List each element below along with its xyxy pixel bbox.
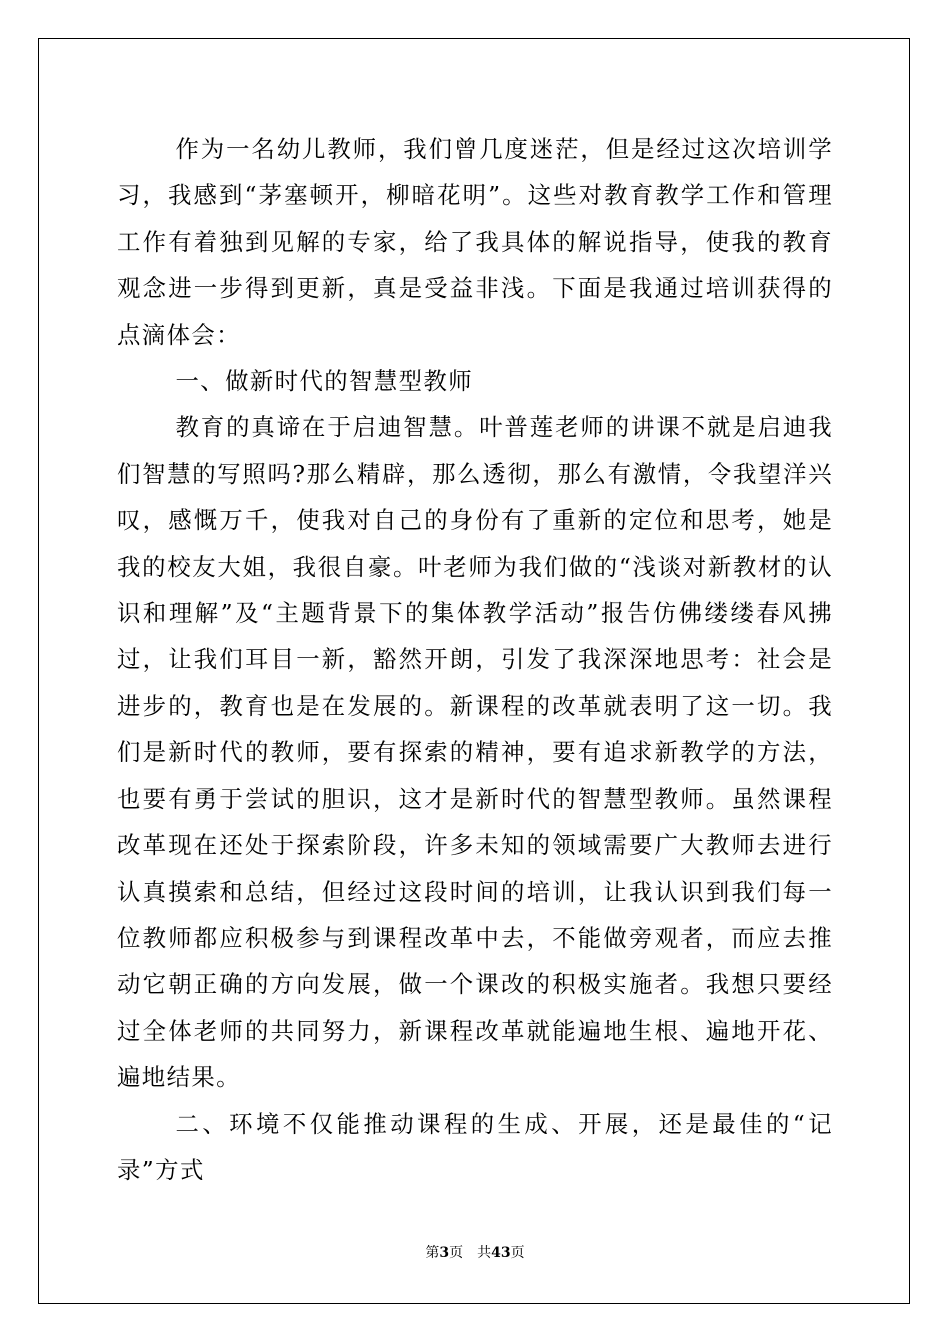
paragraph-intro: 作为一名幼儿教师，我们曾几度迷茫，但是经过这次培训学习，我感到“茅塞顿开，柳暗花明”。这些对教育教学工作和管理工作有着独到见解的专家，给了我具体的解说指导，使我的教育观念进一步得到更新，真是受益非浅。下面是我通过培训获得的点滴体会：: [117, 135, 833, 349]
paragraph-section-1: 教育的真谛在于启迪智慧。叶普莲老师的讲课不就是启迪我们智慧的写照吗?那么精辟，那么透彻，那么有激情，令我望洋兴叹，感慨万千，使我对自己的身份有了重新的定位和思考，她是我的校友大姐，我很自豪。叶老师为我们做的“浅谈对新教材的认识和理解”及“主题背景下的集体教学活动”报告仿佛缕缕春风拂过，让我们耳目一新，豁然开朗，引发了我深深地思考：社会是进步的，教育也是在发展的。新课程的改革就表明了这一切。我们是新时代的教师，要有探索的精神，要有追求新教学的方法，也要有勇于尝试的胆识，这才是新时代的智慧型教师。虽然课程改革现在还处于探索阶段，许多未知的领域需要广大教师去进行认真摸索和总结，但经过这段时间的培训，让我认识到我们每一位教师都应积极参与到课程改革中去，不能做旁观者，而应去推动它朝正确的方向发展，做一个课改的积极实施者。我想只要经过全体老师的共同努力，新课程改革就能遍地生根、遍地开花、遍地结果。: [117, 413, 833, 1092]
document-body: [117, 126, 833, 1193]
page-number: 第3页: [425, 1245, 464, 1261]
section-heading-1: 一、做新时代的智慧型教师: [175, 367, 473, 396]
section-heading-2: 二、环境不仅能推动课程的生成、开展，还是最佳的“记录”方式: [117, 1109, 833, 1184]
page-footer: [0, 1244, 950, 1262]
page-total: 共43页: [477, 1245, 525, 1261]
